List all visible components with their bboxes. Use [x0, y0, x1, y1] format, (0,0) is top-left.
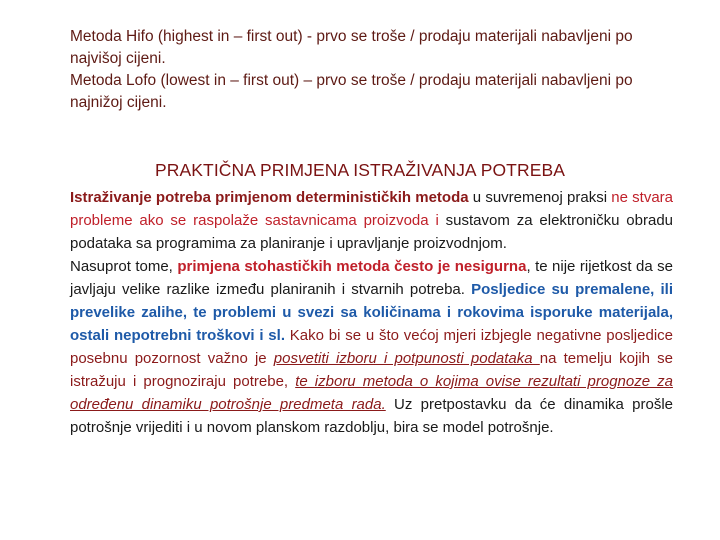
- lofo-definition: [70, 70, 660, 114]
- data-selection-phrase: posvetiti izboru i potpunosti podataka: [273, 350, 540, 367]
- lofo-term: Metoda Lofo (lowest in – first out): [70, 72, 300, 89]
- deterministic-phrase: Istraživanje potreba primjenom determinističkih metoda: [70, 189, 469, 206]
- hifo-description: - prvo se troše / prodaju materijali nabavljeni po najvišoj cijeni.: [70, 28, 633, 67]
- lofo-description: – prvo se troše / prodaju materijali nabavljeni po najnižoj cijeni.: [70, 72, 633, 111]
- text-span: Uz pretpostavku da će dinamika prošle potrošnje vrijediti i u novom planskom razdoblju, bira se model potrošnje.: [70, 396, 673, 436]
- section-heading: PRAKTIČNA PRIMJENA ISTRAŽIVANJA POTREBA: [154, 160, 566, 180]
- text-span: Nasuprot tome,: [70, 258, 178, 275]
- hifo-term: Metoda Hifo (highest in – first out): [70, 28, 303, 45]
- text-span: , te nije rijetkost da se javljaju velike razlike između planiranih i stvarnih potreba.: [70, 258, 674, 298]
- text-span: sustavom za elektroničku obradu podataka sa programima za planiranje i upravljanje proizvodnjom.: [70, 212, 674, 252]
- paragraph-stochastic: [70, 255, 673, 439]
- hifo-definition: [70, 26, 660, 70]
- method-selection-phrase: te izboru metoda o kojima ovise rezultati prognoze za određenu dinamiku potrošnje predmeta rada.: [70, 373, 673, 413]
- consequences-phrase: Posljedice su premalene, ili prevelike zalihe, te problemi u svezi sa količinama i rokovima isporuke materijala, ostali nepotrebni troškovi i sl.: [70, 281, 673, 344]
- no-problems-phrase: ne stvara probleme ako se raspolaže sastavnicama proizvoda i: [70, 189, 674, 229]
- text-span: u suvremenoj praksi: [468, 189, 612, 206]
- inventory-methods-block: [70, 26, 660, 114]
- text-span: na temelju kojih se istražuju i prognoziraju potrebe,: [70, 350, 674, 390]
- main-text: [70, 186, 673, 439]
- text-span: Kako bi se u što većoj mjeri izbjegle negativne posljedice posebnu pozornost važno je: [70, 327, 673, 367]
- stochastic-phrase: primjena stohastičkih metoda često je nesigurna: [177, 258, 527, 275]
- paragraph-deterministic: [70, 186, 673, 255]
